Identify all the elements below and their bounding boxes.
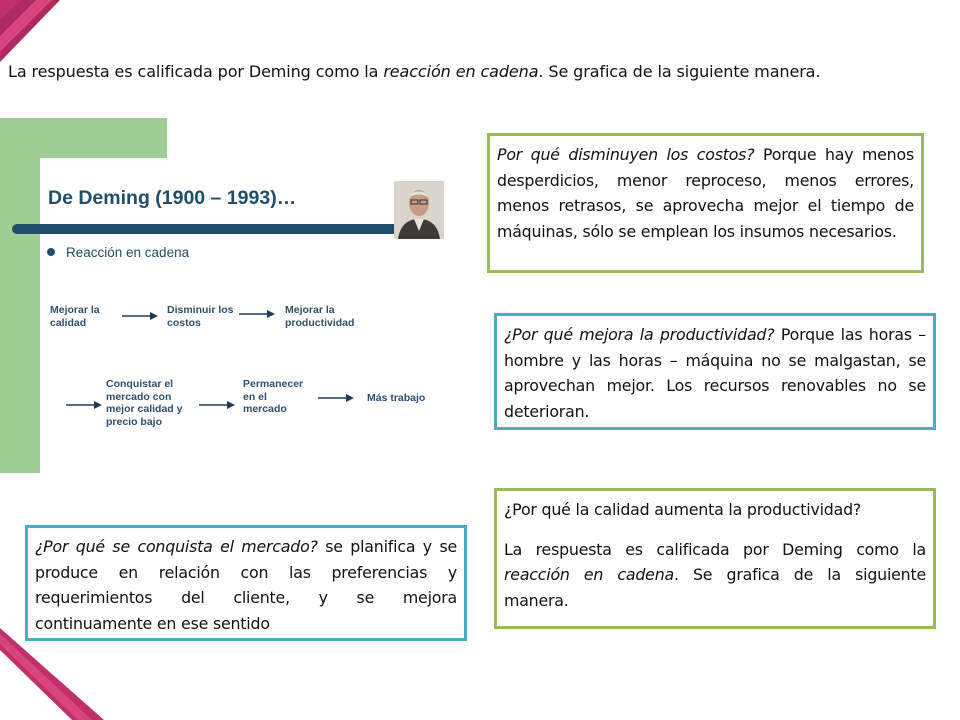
market-answer: se planifica y se produce en relación con las preferencias y requerimientos del cliente, y se mejora continuamente en ese sentido: [35, 537, 457, 633]
top-ribbon-decoration: [0, 0, 90, 70]
flow-arrow-3: [66, 400, 102, 410]
flow-step-more-work: Más trabajo: [367, 392, 426, 404]
productivity-box: [494, 313, 936, 430]
quality-box: [494, 488, 936, 629]
bullet-dot: [47, 248, 55, 256]
intro-sentence: [8, 62, 948, 81]
quality-answer-start: La respuesta es calificada por Deming como la: [504, 539, 926, 559]
costs-answer: Porque hay menos desperdicios, menor reproceso, menos errores, menos retrasos, se aprovecha mejor el tiempo de máquinas, sólo se emplean los insumos necesarios.: [497, 145, 914, 241]
quality-answer: [504, 537, 926, 614]
intro-text-end: . Se grafica de la siguiente manera.: [538, 62, 821, 81]
flow-arrow-1: [122, 311, 158, 321]
intro-text-start: La respuesta es calificada por Deming como la: [8, 62, 384, 81]
flow-arrow-2: [239, 309, 275, 319]
flow-step-improve-productivity: Mejorar la productividad: [285, 304, 355, 329]
slide-title: De Deming (1900 – 1993)…: [48, 187, 297, 209]
flow-arrow-5: [318, 393, 354, 403]
bottom-ribbon-decoration: [0, 628, 110, 720]
productivity-answer: Porque las horas – hombre y las horas – máquina no se malgastan, se aprovechan mejor. Los recursos renovables no se deterioran.: [504, 325, 926, 421]
intro-text-emphasis: reacción en cadena: [383, 62, 539, 81]
flow-arrow-4: [199, 400, 235, 410]
costs-box: [487, 133, 924, 273]
quality-question: ¿Por qué la calidad aumenta la productividad?: [504, 500, 862, 519]
slide-bullet-text: Reacción en cadena: [66, 245, 190, 260]
quality-answer-end: . Se grafica de la siguiente manera.: [504, 565, 926, 610]
costs-question: Por qué disminuyen los costos?: [497, 145, 755, 164]
market-box: [25, 525, 467, 641]
flow-step-reduce-costs: Disminuir los costos: [167, 304, 234, 329]
deming-portrait: [394, 181, 444, 239]
flow-step-improve-quality: Mejorar la calidad: [50, 304, 100, 329]
flow-step-conquer-market: Conquistar el mercado con mejor calidad y precio bajo: [106, 378, 183, 428]
quality-answer-emphasis: reacción en cadena: [504, 565, 674, 584]
flow-step-stay-in-market: Permanecer en el mercado: [243, 378, 304, 415]
productivity-question: ¿Por qué mejora la productividad?: [504, 325, 775, 344]
slide-title-bar: [12, 224, 402, 234]
market-question: ¿Por qué se conquista el mercado?: [35, 537, 318, 556]
